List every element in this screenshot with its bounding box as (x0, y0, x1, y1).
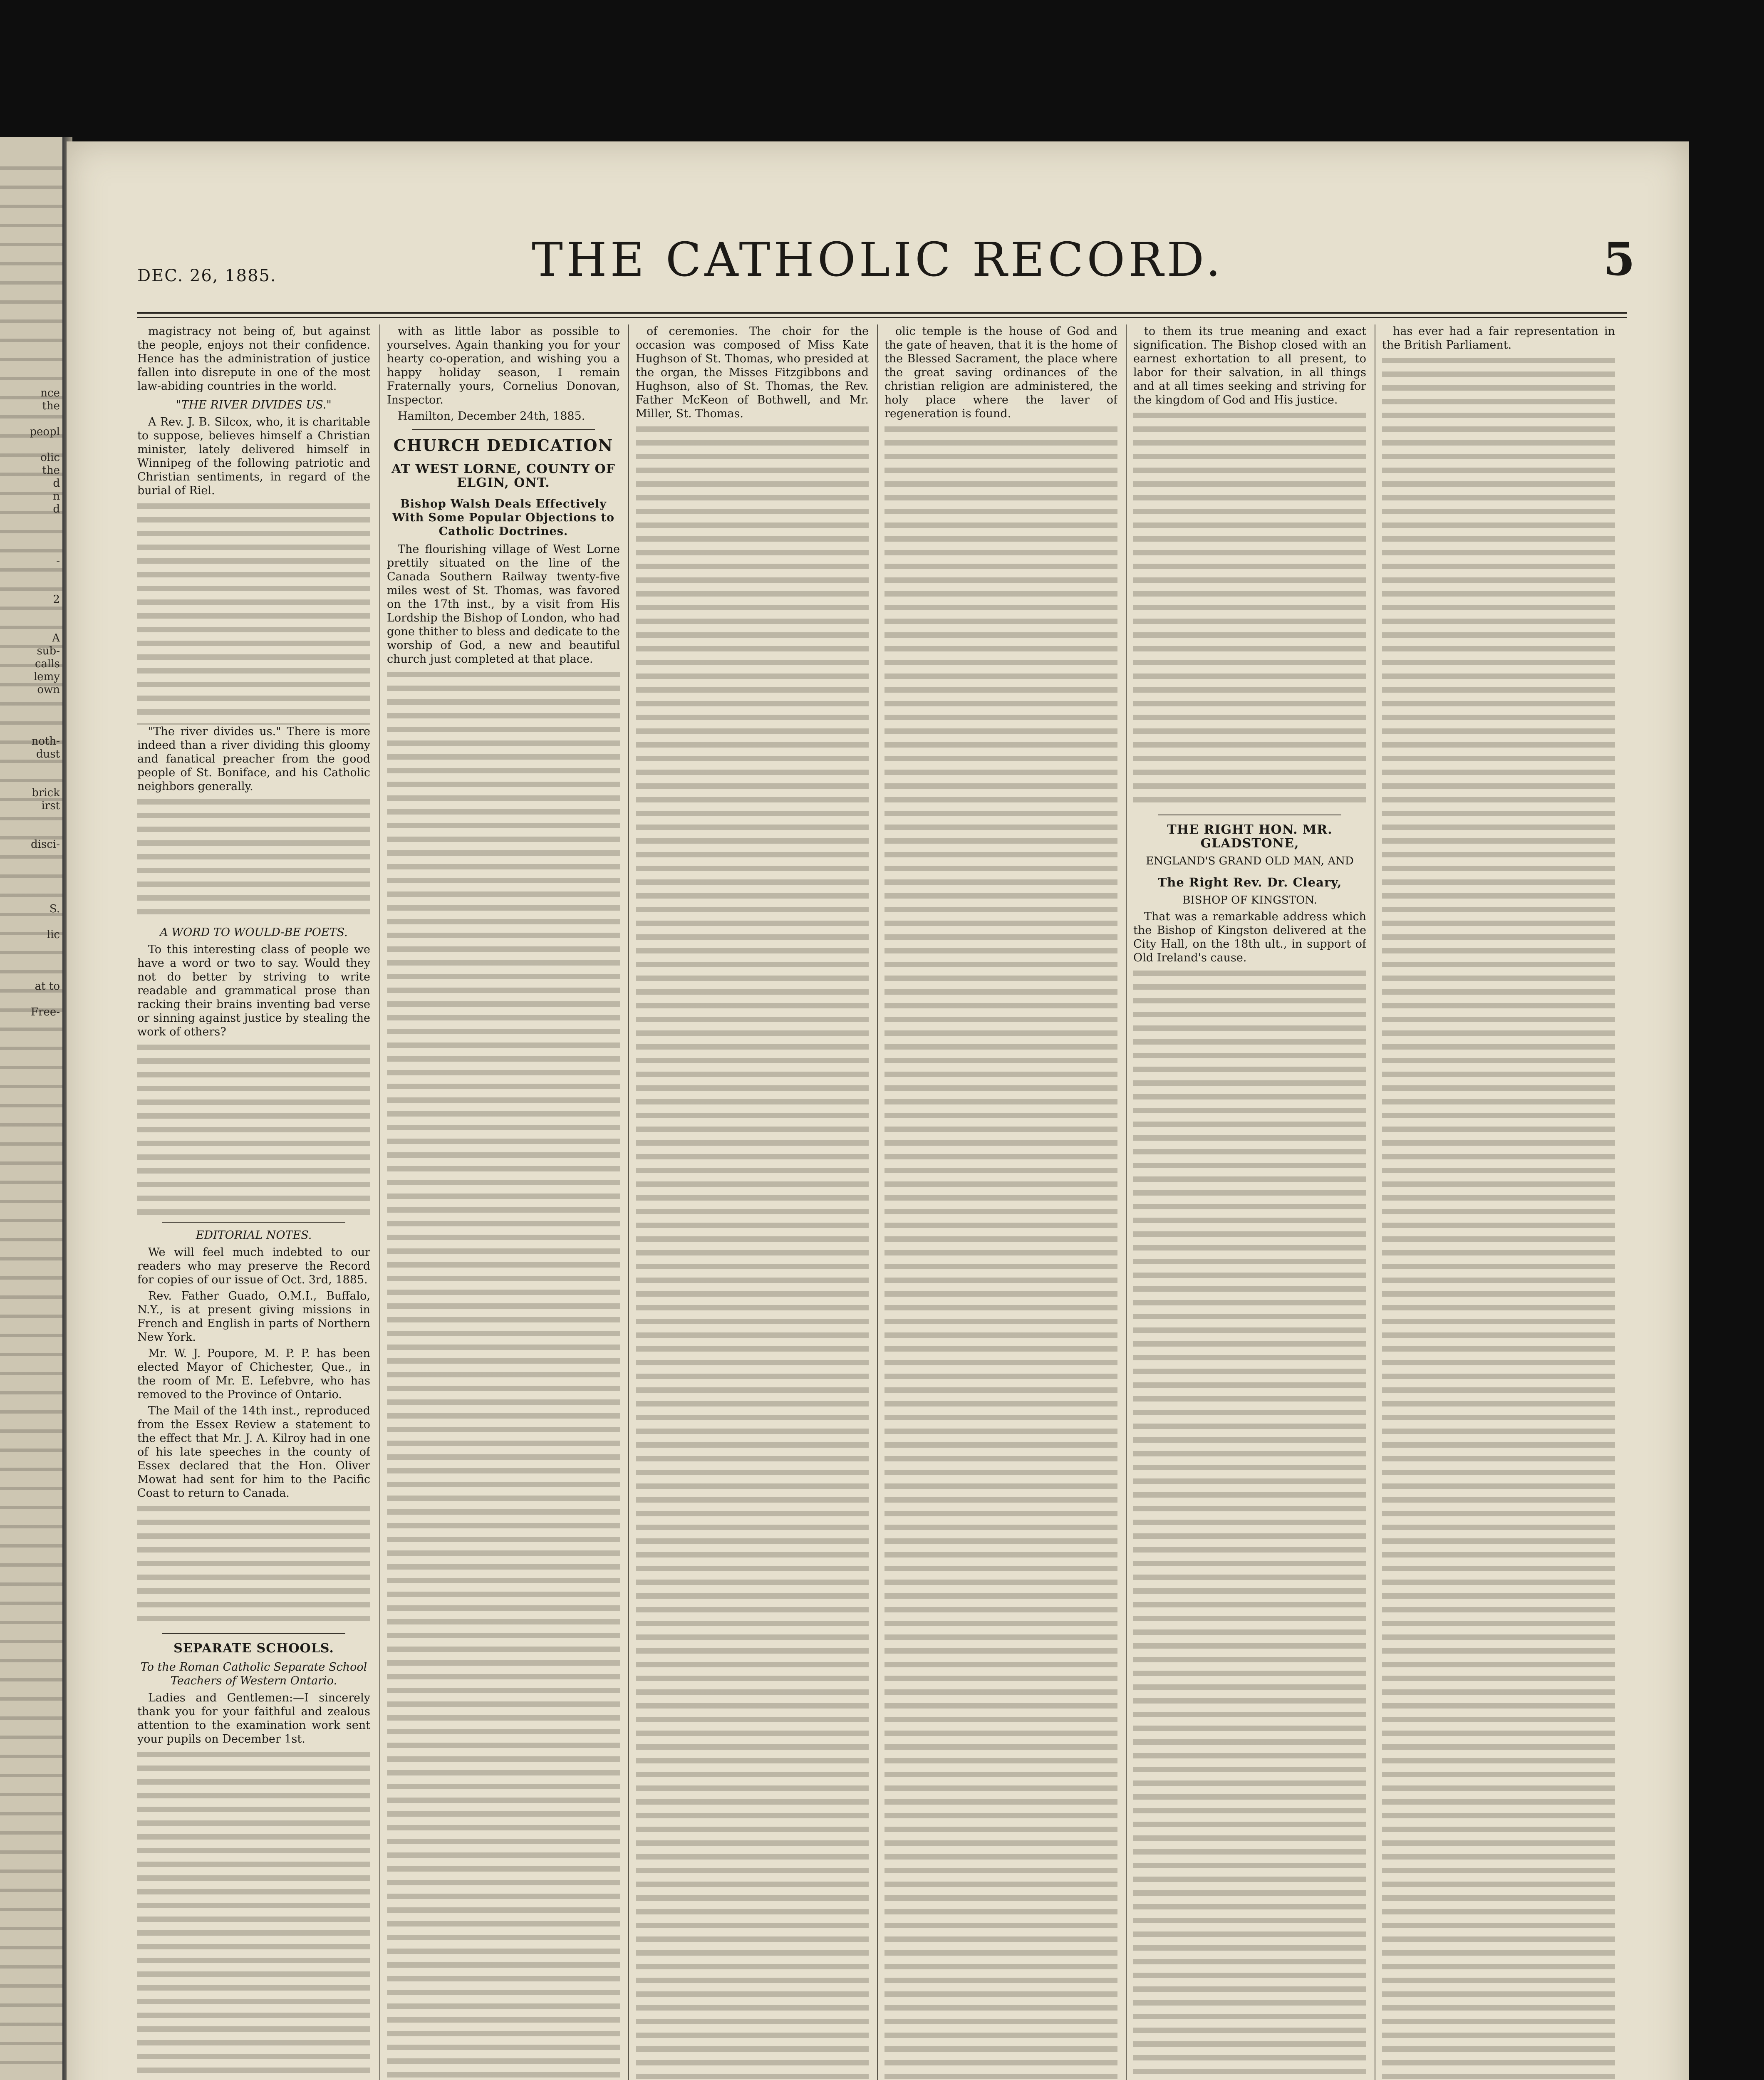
col1-text-body (137, 1041, 370, 1216)
col1-text-body (137, 1503, 370, 1627)
col1-schools-lead: Ladies and Gentlemen:—I sincerely thank you for your faithful and zealous attention to the examination work sent your pupils on December 1st. (137, 1691, 370, 1746)
issue-date: DEC. 26, 1885. (137, 266, 277, 285)
col2-dateline: Hamilton, December 24th, 1885. (398, 410, 585, 423)
newspaper-title: THE CATHOLIC RECORD. (532, 233, 1224, 287)
column-2 (387, 324, 620, 2080)
column-rule (877, 324, 878, 2080)
col1-text-body (137, 1748, 370, 2080)
heading-church-dedication: CHURCH DEDICATION (393, 436, 614, 455)
editorial-note-2: Rev. Father Guado, O.M.I., Buffalo, N.Y., is at present giving missions in French and English in parts of Northern New York. (137, 1290, 370, 1344)
column-separator (162, 1222, 345, 1223)
schools-subheading: To the Roman Catholic Separate School Teachers of Western Ontario. (140, 1661, 367, 1687)
heading-bishop-walsh: Bishop Walsh Deals Effectively With Some Popular Objections to Catholic Doctrines. (392, 498, 614, 538)
col1-river-lead: A Rev. J. B. Silcox, who, it is charitable to suppose, believes himself a Christian minister, lately delivered himself in Winnipeg of the following patriotic and Christian sentiments, in regard of the burial of Riel. (137, 416, 370, 497)
col5-top: to them its true meaning and exact signification. The Bishop closed with an earnest exhortation to all present, to labor for their salvation, in all things and at all times seeking and striving for the kingdom of God and His justice. (1133, 325, 1366, 406)
column-3 (636, 324, 869, 2080)
heading-separate-schools: SEPARATE SCHOOLS. (173, 1641, 334, 1656)
col3-text-body (636, 423, 869, 2080)
heading-gladstone: THE RIGHT HON. MR. GLADSTONE, (1167, 822, 1333, 851)
masthead-rule (137, 312, 1627, 314)
col4-text-body (884, 423, 1117, 2080)
column-6 (1382, 324, 1615, 2080)
adjacent-page-fragments: nce the peopl olic the d n d - 2 A sub- calls lemy own noth- dust brick irst disci- S. lic at to Free- (30, 387, 60, 1018)
column-5 (1133, 324, 1366, 2080)
column-separator (412, 429, 595, 430)
column-rule (1126, 324, 1127, 2080)
heading-river-divides: "THE RIVER DIVIDES US." (176, 399, 332, 411)
heading-grand-old-man: ENGLAND'S GRAND OLD MAN, AND (1146, 855, 1354, 867)
editorial-note-4: The Mail of the 14th inst., reproduced from the Essex Review a statement to the effect that Mr. J. A. Kilroy had in one of his late speeches in the county of Essex declared that the Hon. Oliver Mowat had sent for him to the Pacific Coast to return to Canada. (137, 1404, 370, 1500)
editorial-note-3: Mr. W. J. Poupore, M. P. P. has been elected Mayor of Chichester, Que., in the room of Mr. E. Lefebvre, who has removed to the Province of Ontario. (137, 1347, 370, 1401)
page-number: 5 (1603, 232, 1635, 286)
editorial-note-1: We will feel much indebted to our readers who may preserve the Record for copies of our issue of Oct. 3rd, 1885. (137, 1246, 370, 1286)
col2-top: with as little labor as possible to yourselves. Again thanking you for your hearty co-operation, and wishing you a happy holiday season, I remain Fraternally yours, Cornelius Donovan, Inspector. (387, 325, 620, 406)
col6-top: has ever had a fair representation in the British Parliament. (1382, 325, 1615, 352)
newspaper-page (67, 141, 1689, 2080)
col1-text-body (137, 796, 370, 921)
heading-editorial-notes: EDITORIAL NOTES. (196, 1229, 312, 1242)
col2-church-lead: The flourishing village of West Lorne prettily situated on the line of the Canada Southern Railway twenty-five miles west of St. Thomas, was favored on the 17th inst., by a visit from His Lordship the Bishop of London, who had gone thither to bless and dedicate to the worship of God, a new and beautiful church just completed at that place. (387, 543, 620, 666)
column-rule (628, 324, 629, 2080)
col1-poets-lead: To this interesting class of people we have a word or two to say. Would they not do better by striving to write readable and grammatical prose than racking their brains inventing bad verse or sinning against justice by stealing the work of others? (137, 943, 370, 1038)
column-4 (884, 324, 1117, 2080)
masthead (67, 216, 1689, 308)
masthead-rule-thin (137, 317, 1627, 318)
col2-text-body (387, 669, 620, 2080)
col3-top: of ceremonies. The choir for the occasion was composed of Miss Kate Hughson of St. Thomas, who presided at the organ, the Misses Fitzgibbons and Hughson, also of St. Thomas, the Rev. Father McKeon of Bothwell, and Mr. Miller, St. Thomas. (636, 325, 869, 420)
col1-river-end: "The river divides us." There is more indeed than a river dividing this gloomy and fanatical preacher from the good people of St. Boniface, and his Catholic neighbors generally. (137, 725, 370, 793)
column-separator (162, 1633, 345, 1634)
col4-top: olic temple is the house of God and the gate of heaven, that it is the home of the Blessed Sacrament, the place where the great saving ordinances of the christian religion are administered, the holy place where the laver of regeneration is found. (884, 325, 1117, 420)
column-1 (137, 324, 370, 2080)
col5-text-body (1133, 967, 1366, 2080)
column-rule (379, 324, 380, 2080)
heading-dr-cleary: The Right Rev. Dr. Cleary, (1157, 875, 1342, 889)
heading-bishop-of-kingston: BISHOP OF KINGSTON. (1182, 894, 1317, 906)
heading-would-be-poets: A WORD TO WOULD-BE POETS. (160, 926, 348, 939)
col1-text-body (137, 500, 370, 725)
col5-text-body (1133, 409, 1366, 809)
col5-gladstone-lead: That was a remarkable address which the Bishop of Kingston delivered at the City Hall, on the 18th ult., in support of Old Ireland's cause. (1133, 910, 1366, 964)
col6-text-body (1382, 354, 1615, 2080)
adjacent-page-edge (0, 137, 62, 2080)
heading-west-lorne: AT WEST LORNE, COUNTY OF ELGIN, ONT. (391, 462, 615, 490)
col1-opening: magistracy not being of, but against the people, enjoys not their confidence. Hence has the administration of justice fallen into disrepute in one of the most law-abiding countries in the world. (137, 325, 370, 393)
